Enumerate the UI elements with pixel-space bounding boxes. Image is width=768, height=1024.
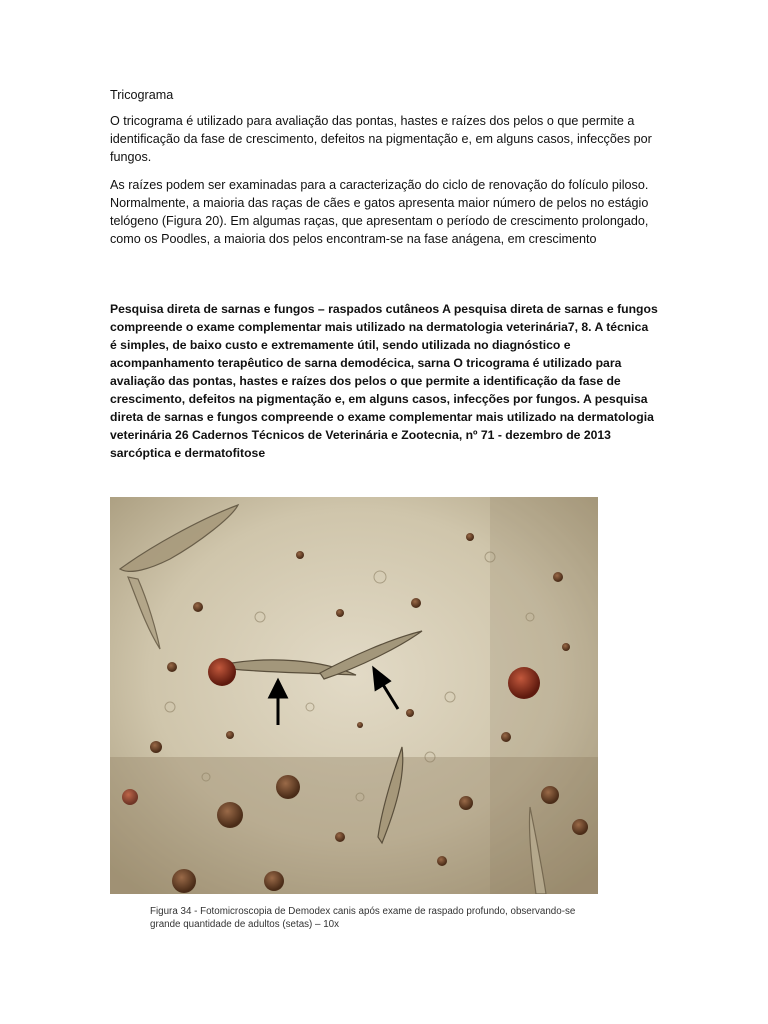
- paragraph-tricograma: O tricograma é utilizado para avaliação das pontas, hastes e raízes dos pelos o que permite a identificação da fase de crescimento, defeitos na pigmentação e, em alguns casos, infecções por fungos.: [110, 114, 652, 164]
- micrograph-image: [110, 497, 598, 894]
- paragraph-pesquisa-direta: Pesquisa direta de sarnas e fungos – raspados cutâneos A pesquisa direta de sarnas e fungos compreende o exame complementar mais utilizado na dermatologia veterinária7, 8. A técnica é simples, de baixo custo e extremamente útil, sendo utilizada no diagnóstico e acompanhamento terapêutico de sarna demodécica, sarna O tricograma é utilizado para avaliação das pontas, hastes e raízes dos pelos o que permite a identificação da fase de crescimento, defeitos na pigmentação e, em alguns casos, infecções por fungos. A pesquisa direta de sarnas e fungos compreende o exame complementar mais utilizado na dermatologia veterinária 26 Cadernos Técnicos de Veterinária e Zootecnia, nº 71 - dezembro de 2013 sarcóptica e dermatofitose: [110, 302, 658, 460]
- paragraph-raizes: As raízes podem ser examinadas para a caracterização do ciclo de renovação do folículo piloso. Normalmente, a maioria das raças de cães e gatos apresenta maior número de pelos no estágio telógeno (Figura 20). Em algumas raças, que apresentam o período de crescimento prolongado, como os Poodles, a maioria dos pelos encontram-se na fase anágena, em crescimento: [110, 178, 649, 246]
- figure-caption: Figura 34 - Fotomicroscopia de Demodex canis após exame de raspado profundo, observando-se grande quantidade de adultos (setas) – 10x: [150, 906, 576, 930]
- section-title: Tricograma: [110, 88, 174, 102]
- micrograph-figure: [110, 497, 598, 894]
